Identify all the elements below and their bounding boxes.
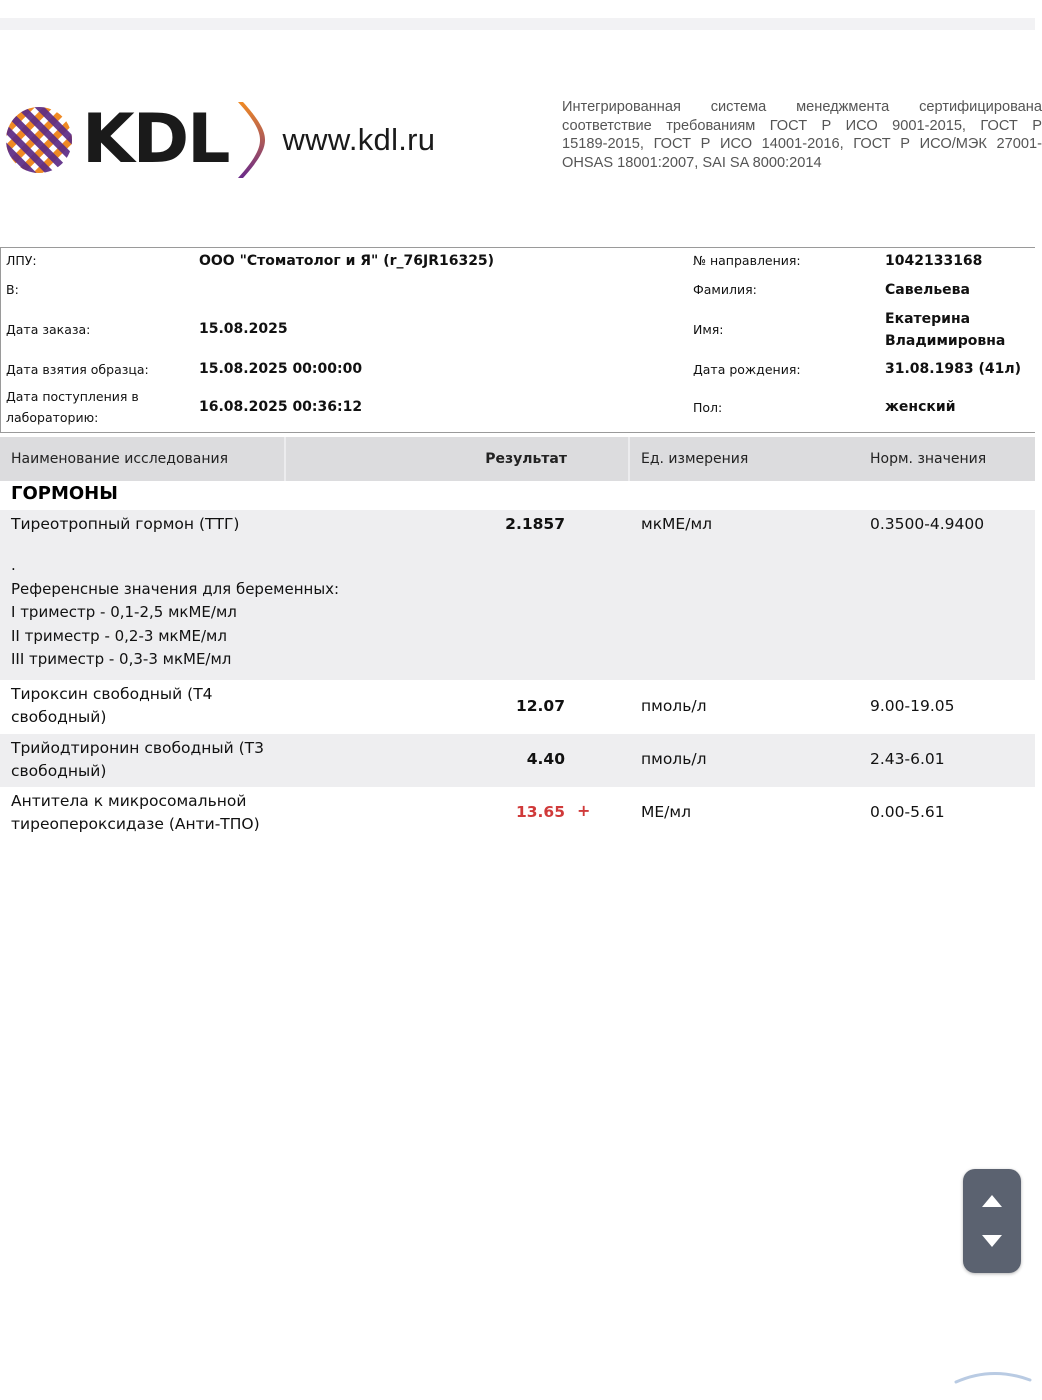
test-norm: 9.00-19.05 [870,697,955,715]
table-row [0,680,1035,734]
section-title: ГОРМОНЫ [11,483,118,504]
test-unit: пмоль/л [641,750,707,768]
test-unit: мкМЕ/мл [641,515,713,533]
kdl-logo [4,98,435,182]
cert-word: Р [821,117,832,134]
cert-word: соответствие [562,117,652,134]
test-name-cont: свободный) [11,708,107,726]
test-name-cont: тиреопероксидазе (Анти-ТПО) [11,815,260,833]
cert-line [562,98,1042,117]
site-url[interactable]: www.kdl.ru [282,122,436,157]
sample-date-value: 15.08.2025 00:00:00 [199,361,363,377]
test-name-cont: свободный) [11,762,107,780]
referral-value: 1042133168 [885,253,983,269]
sex-value: женский [885,399,956,415]
test-norm: 0.00-5.61 [870,803,945,821]
birth-value: 31.08.1983 (41л) [885,361,1021,377]
col-norm-header: Норм. значения [870,451,987,467]
loading-arc-icon [950,1368,1035,1400]
cert-word: система [710,99,767,115]
test-unit: МЕ/мл [641,803,691,821]
cert-word: ГОСТ [653,136,691,152]
results-header [0,437,1035,481]
name-value-first: Екатерина [885,311,971,327]
header-separator [284,437,286,481]
col-result-header: Результат [485,451,567,467]
test-norm: 0.3500-4.9400 [870,515,985,533]
birth-label: Дата рождения: [693,362,801,377]
note-line: III триместр - 0,3-3 мкМЕ/мл [11,650,232,668]
table-row [0,787,1035,841]
cert-word: OHSAS 18001:2007, SAI SA 8000:2014 [562,154,822,171]
test-result-abnormal: 13.65 [515,803,565,821]
test-result: 12.07 [515,697,565,715]
v-label: В: [6,282,19,297]
test-name: Трийодтиронин свободный (Т3 [11,739,264,757]
table-row [0,734,1035,787]
col-unit-header: Ед. измерения [641,451,749,467]
cert-line [562,154,1042,173]
triangle-up-icon [981,1194,1003,1208]
order-date-value: 15.08.2025 [199,321,288,337]
note-line: . [11,556,16,574]
test-norm: 2.43-6.01 [870,750,945,768]
sex-label: Пол: [693,400,723,415]
kdl-ball-logo-icon [4,105,74,175]
test-name: Тиреотропный гормон (ТТГ) [11,515,240,533]
pregnancy-reference-note [11,554,339,672]
lab-date-label-line2: лабораторию: [6,410,99,425]
note-line: I триместр - 0,1-2,5 мкМЕ/мл [11,603,237,621]
abnormal-flag: + [577,801,591,820]
cert-line [562,135,1042,154]
logo-text: KDL [82,100,229,179]
referral-label: № направления: [693,253,801,268]
cert-word: Р [900,136,911,152]
cert-word: менеджмента [796,99,890,115]
scroll-down-button[interactable] [963,1215,1021,1267]
test-name: Тироксин свободный (Т4 [11,685,213,703]
chevron-right-icon [234,100,264,180]
cert-word: требованиям [666,117,756,134]
test-name: Антитела к микросомальной [11,792,247,810]
certification-text [562,98,1042,172]
cert-word: 14001-2016, [761,136,844,152]
lab-date-label-line1: Дата поступления в [6,389,139,404]
lpu-value: ООО "Стоматолог и Я" (r_76JR16325) [199,253,495,269]
cert-line [562,117,1042,136]
surname-value: Савельева [885,282,970,298]
test-result: 2.1857 [505,515,565,533]
order-date-label: Дата заказа: [6,322,91,337]
name-value-patronymic: Владимировна [885,333,1006,349]
cert-word: ИСО [719,136,753,152]
cert-word: сертифицирована [919,99,1042,115]
top-bar [0,0,1035,30]
cert-word: 9001-2015, [892,117,966,134]
header-separator [628,437,630,481]
sample-date-label: Дата взятия образца: [6,362,149,377]
cert-word: 15189-2015, [562,136,644,152]
cert-word: ИСО [845,117,878,134]
triangle-down-icon [981,1234,1003,1248]
name-label: Имя: [693,322,724,337]
cert-word: ИСО/МЭК [919,136,987,152]
scroll-control [963,1169,1021,1273]
lpu-label: ЛПУ: [6,253,37,268]
lab-date-value: 16.08.2025 00:36:12 [199,399,363,415]
cert-word: Р [1032,117,1042,134]
cert-word: Р [700,136,711,152]
cert-word: Интегрированная [562,99,681,115]
test-unit: пмоль/л [641,697,707,715]
cert-word: ГОСТ [853,136,891,152]
note-line: Референсные значения для беременных: [11,579,340,598]
order-info-table [0,247,1035,433]
test-result: 4.40 [526,750,565,768]
cert-word: 27001- [996,136,1042,152]
note-line: II триместр - 0,2-3 мкМЕ/мл [11,626,227,645]
col-name-header: Наименование исследования [11,451,229,467]
cert-word: ГОСТ [980,117,1018,134]
cert-word: ГОСТ [769,117,808,134]
surname-label: Фамилия: [693,282,757,297]
